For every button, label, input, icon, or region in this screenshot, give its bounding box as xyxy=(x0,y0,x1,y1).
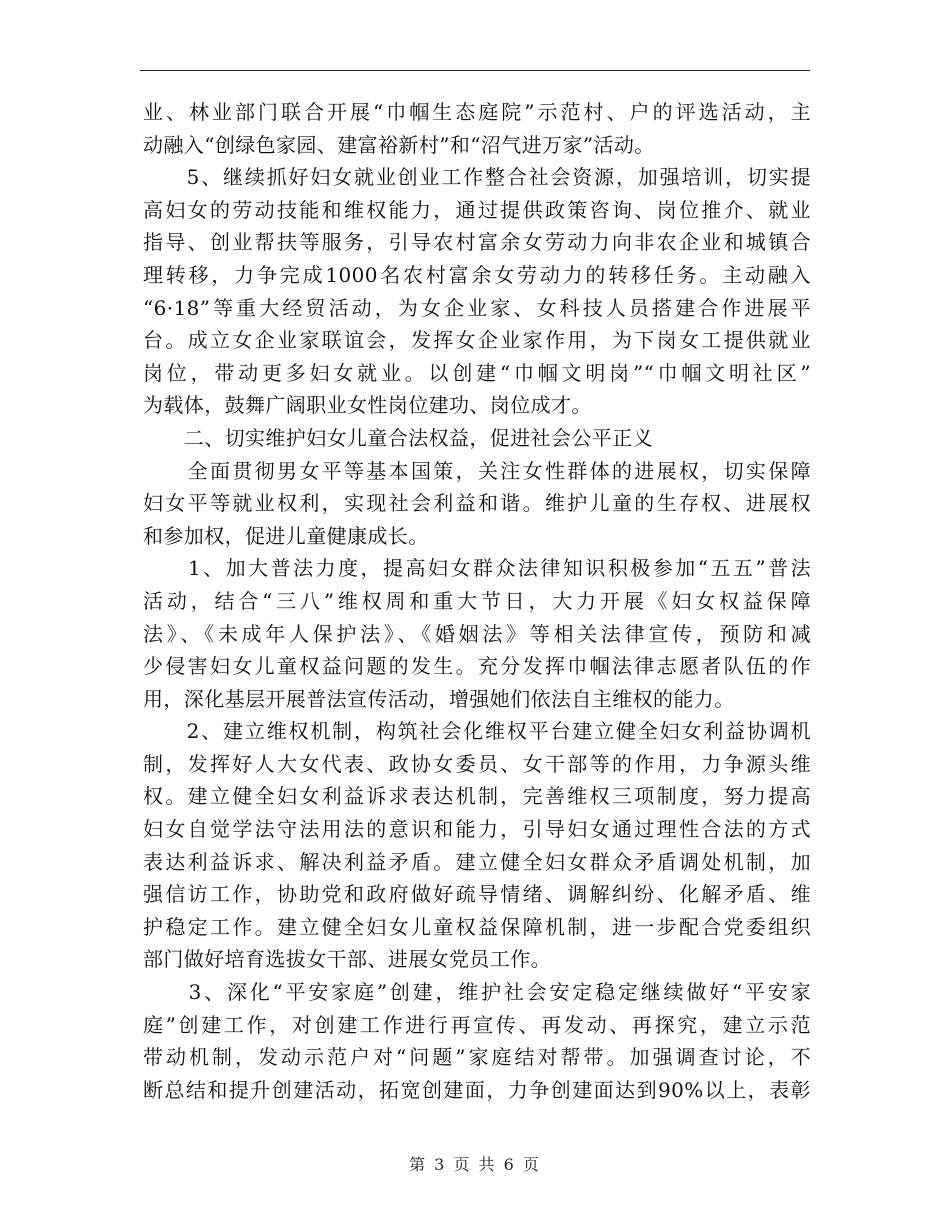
text-line: “6·18”等重大经贸活动，为女企业家、女科技人员搭建合作进展平 xyxy=(143,295,811,320)
text-line: 庭”创建工作，对创建工作进行再宣传、再发动、再探究，建立示范 xyxy=(143,1012,811,1037)
text-line: 权。建立健全妇女利益诉求表达机制，完善维权三项制度，努力提高 xyxy=(143,784,811,809)
text-line: 强信访工作，协助党和政府做好疏导情绪、调解纠纷、化解矛盾、维 xyxy=(143,882,811,907)
header-rule xyxy=(140,70,810,71)
text-line: 制，发挥好人大女代表、政协女委员、女干部等的作用，力争源头维 xyxy=(143,751,811,776)
section-heading: 二、切实维护妇女儿童合法权益，促进社会公平正义 xyxy=(143,425,653,450)
text-line: 动融入“创绿色家园、建富裕新村”和“沼气进万家”活动。 xyxy=(143,132,655,157)
text-line: 高妇女的劳动技能和维权能力，通过提供政策咨询、岗位推介、就业 xyxy=(143,197,811,222)
text-line: 2、建立维权机制，构筑社会化维权平台建立健全妇女利益协调机 xyxy=(143,719,811,744)
document-body xyxy=(143,96,811,1106)
text-line: 3、深化“平安家庭”创建，维护社会安定稳定继续做好“平安家 xyxy=(143,980,811,1005)
text-line: 理转移，力争完成1000名农村富余女劳动力的转移任务。主动融入 xyxy=(143,262,811,287)
text-line: 岗位，带动更多妇女就业。以创建“巾帼文明岗”“巾帼文明社区” xyxy=(143,360,811,385)
text-line: 妇女平等就业权利，实现社会利益和谐。维护儿童的生存权、进展权 xyxy=(143,491,811,516)
text-line: 表达利益诉求、解决利益矛盾。建立健全妇女群众矛盾调处机制，加 xyxy=(143,849,811,874)
text-line: 业、林业部门联合开展“巾帼生态庭院”示范村、户的评选活动，主 xyxy=(143,100,811,124)
text-line: 1、加大普法力度，提高妇女群众法律知识积极参加“五五”普法 xyxy=(143,556,811,581)
text-line: 法》、《未成年人保护法》、《婚姻法》等相关法律宣传，预防和减 xyxy=(143,621,811,646)
text-line: 部门做好培育选拔女干部、进展女党员工作。 xyxy=(143,947,551,972)
text-line: 护稳定工作。建立健全妇女儿童权益保障机制，进一步配合党委组织 xyxy=(143,914,811,939)
text-line: 和参加权，促进儿童健康成长。 xyxy=(143,523,429,548)
text-line: 为载体，鼓舞广阔职业女性岗位建功、岗位成才。 xyxy=(143,393,592,418)
text-line: 台。成立女企业家联谊会，发挥女企业家作用，为下岗女工提供就业 xyxy=(143,328,811,353)
text-line: 用，深化基层开展普法宣传活动，增强她们依法自主维权的能力。 xyxy=(143,686,735,711)
page-number: 第 3 页 共 6 页 xyxy=(409,1155,541,1174)
text-line: 5、继续抓好妇女就业创业工作整合社会资源，加强培训，切实提 xyxy=(143,165,811,190)
text-line: 活动，结合“三八”维权周和重大节日，大力开展《妇女权益保障 xyxy=(143,588,811,613)
text-line: 少侵害妇女儿童权益问题的发生。充分发挥巾帼法律志愿者队伍的作 xyxy=(143,654,811,679)
text-line: 妇女自觉学法守法用法的意识和能力，引导妇女通过理性合法的方式 xyxy=(143,817,811,842)
text-line: 带动机制，发动示范户对“问题”家庭结对帮带。加强调查讨论，不 xyxy=(143,1045,811,1070)
text-line: 断总结和提升创建活动，拓宽创建面，力争创建面达到90%以上，表彰 xyxy=(143,1077,811,1102)
text-line: 全面贯彻男女平等基本国策，关注女性群体的进展权，切实保障 xyxy=(143,458,811,483)
text-line: 指导、创业帮扶等服务，引导农村富余女劳动力向非农企业和城镇合 xyxy=(143,230,811,255)
